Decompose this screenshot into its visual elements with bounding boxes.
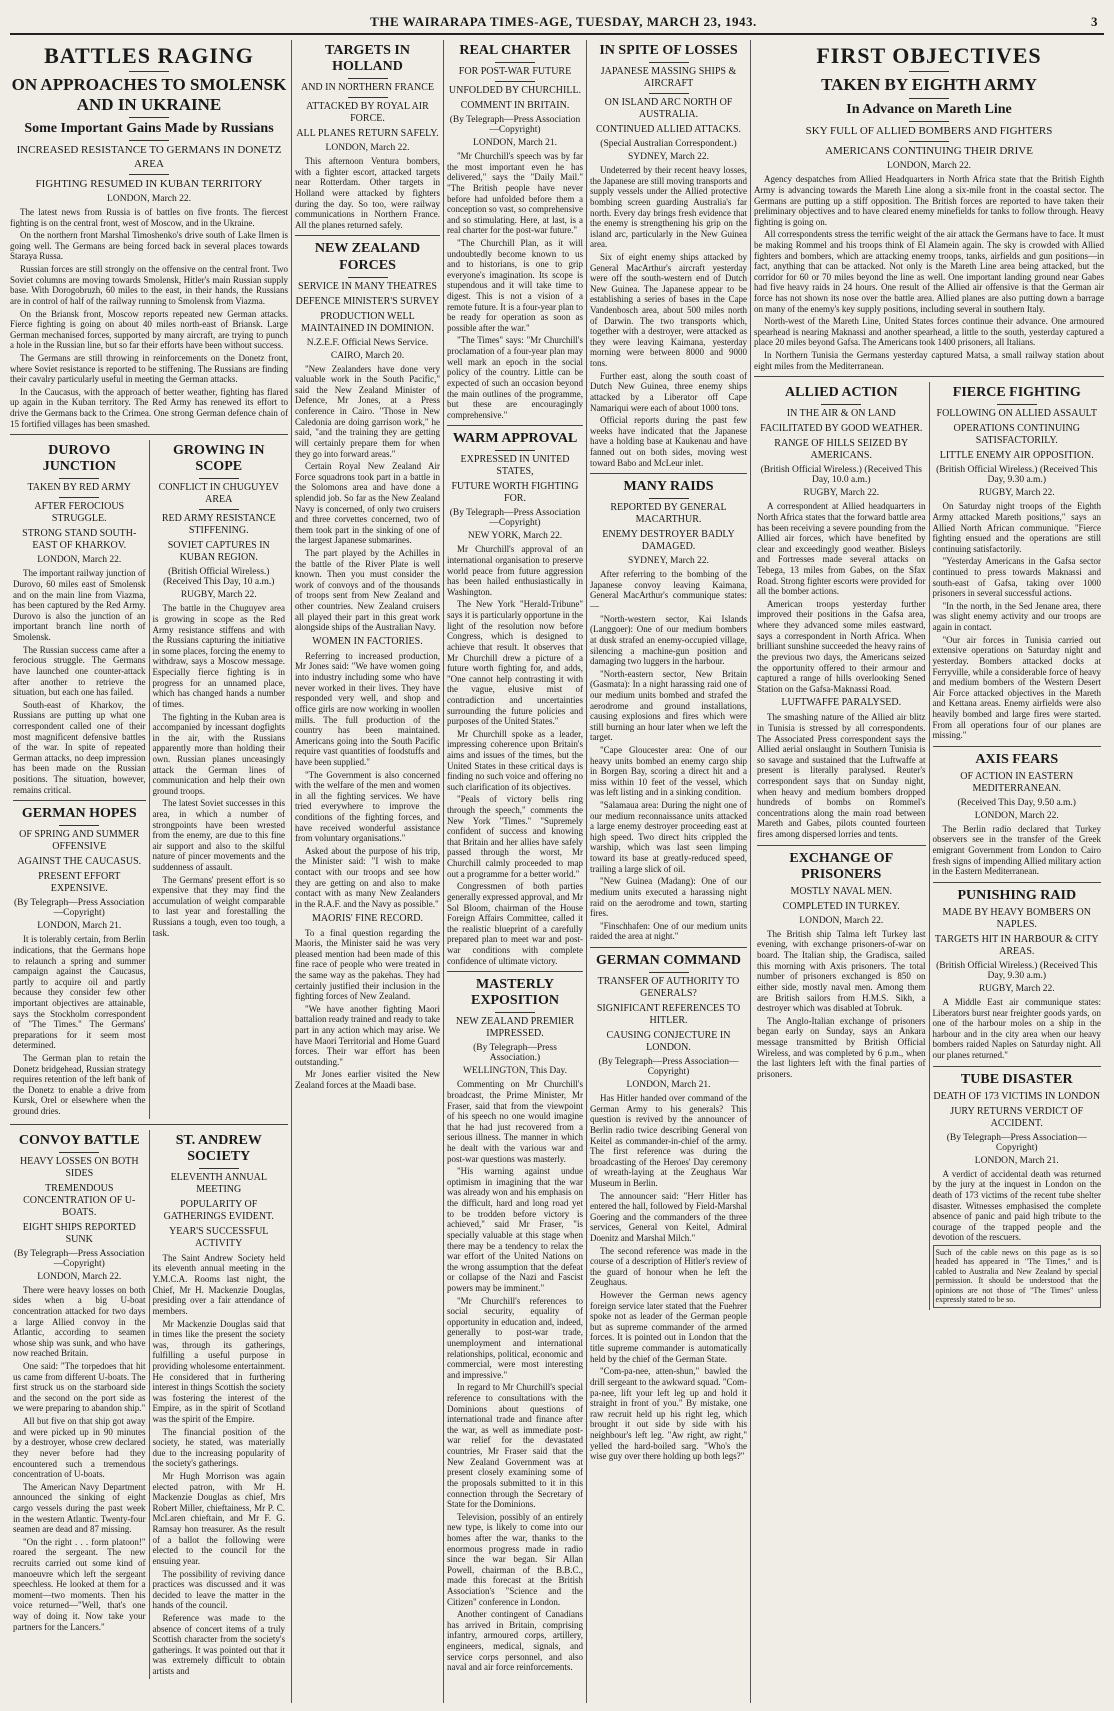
subheading: AGAINST THE CAUCASUS.	[17, 856, 142, 868]
paragraph: The Germans' present effort is so expensive that they may find the accumulation of weight comparable to last year and forestalling the Russians a tough, even too tough, a task.	[152, 874, 285, 938]
column-rule	[750, 40, 751, 1703]
paragraph: "The Government is also concerned with the welfare of the men and women in all the fighting services. We have tried everywhere to improve the conditions of the fighting forces, and have received wonderful assistance from voluntary organisations."	[295, 769, 440, 844]
paragraph: Mr Churchill's approval of an international organisation to preserve world peace from future aggression has been hailed enthusiastically in Washington.	[447, 544, 583, 597]
subheading: FACILITATED BY GOOD WEATHER.	[760, 423, 923, 435]
paragraph: "Finschhafen: One of our medium units raided the area at night."	[590, 920, 747, 942]
subheading: LITTLE ENEMY AIR OPPOSITION.	[939, 450, 1094, 462]
paragraph: The fighting in the Kuban area is accompanied by incessant dogfights in the air, with the Russians apparently more than holding their own. Russian planes unceasingly attack the German lines of communication and help their own ground troops.	[152, 711, 285, 796]
subheading: CONFLICT IN CHUGUYEV AREA	[158, 482, 279, 506]
source-line: (By Telegraph—Press Association—Copyright)	[598, 1057, 739, 1078]
subheading: COMPLETED IN TURKEY.	[782, 900, 900, 912]
paragraph: Commenting on Mr Churchill's broadcast, the Prime Minister, Mr Fraser, said that from the viewpoint of his speech no one would imagine that he had just recovered from a serious illness. The manner in which he dealt with the various war and post-war questions was masterly.	[447, 1079, 583, 1164]
source-line: (British Official Wireless.) (Received This Day, 9.30 a.m.)	[936, 465, 1098, 486]
subheading: SKY FULL OF ALLIED BOMBERS AND FIGHTERS	[805, 124, 1053, 137]
subheading: ALL PLANES RETURN SAFELY.	[296, 128, 439, 140]
article-st-andrew-society	[149, 1130, 289, 1679]
headline: MASTERLY EXPOSITION	[471, 977, 559, 1009]
headline: REAL CHARTER	[459, 43, 571, 58]
paragraph: In Northern Tunisia the Germans yesterday captured Matsa, a small railway station about eight miles from the Mediterranean.	[754, 350, 1104, 371]
paragraph: "North-western sector, Kai Islands (Langgoer): One of our medium bombers at dusk strafed an enemy-occupied village, silencing a machine-gun position and damaging two luggers in the harbour.	[590, 613, 747, 667]
subheading: REPORTED BY GENERAL MACARTHUR.	[610, 502, 727, 526]
headline-deck: TAKEN BY EIGHTH ARMY	[821, 75, 1037, 95]
paragraph: The announcer said: "Herr Hitler has entered the hall, followed by Field-Marshal Goering and the commanders of the three services, General von Keitel, Admiral Doenitz and Marshal Milch."	[590, 1190, 747, 1243]
paragraph: Agency despatches from Allied Headquarters in North Africa state that the British Eighth Army is advancing towards the Mareth Line along a six-mile front in the coastal sector. The Germans are putting up a stiff opposition. The British forces are reported to have taken their preliminary objectives and to have cleared enemy minefields for tanks to follow through. Heavy fighting is going on.	[754, 174, 1104, 227]
article-in-spite-of-losses	[590, 43, 747, 468]
paragraph: A verdict of accidental death was returned by the jury at the inquest in London on the death of 173 victims of the recent tube shelter disaster. Witnesses emphasised the complete absence of panic and paid high tribute to the courage of the trapped people and the devotion of the rescuers.	[932, 1168, 1101, 1243]
article-convoy-battle	[10, 1130, 149, 1679]
article-new-zealand-forces	[295, 241, 440, 1090]
paragraph: On the northern front Marshal Timoshenko's drive south of Lake Ilmen is going well. The Germans are being forced back in several places towards Staraya Russa.	[10, 230, 288, 262]
dateline: LONDON, March 22.	[887, 161, 971, 172]
paragraph: It is tolerably certain, from Berlin indications, that the Germans hope to relaunch a spring and summer campaign against the Caucasus, partly to acquire oil and partly because they consider few other important objectives are attainable, says the Stockholm correspondent of "The Times." The Germans' preparations for it seem most determined.	[13, 934, 146, 1051]
paragraph: Undeterred by their recent heavy losses, the Japanese are still moving transports and supply vessels under the Allied protective bombing screen guarding Australia's far north. Every day brings fresh evidence that the enemy is strengthening his grip on the island arc, particularly in the New Guinea area.	[590, 165, 747, 250]
subheading: STRONG STAND SOUTH-EAST OF KHARKOV.	[22, 528, 137, 552]
paragraph: The American Navy Department announced the sinking of eight cargo vessels during the past week in the western Atlantic. Twenty-four seamen are dead and 87 missing.	[13, 1481, 146, 1535]
paragraph: American troops yesterday further improved their positions in the Gafsa area, where they advanced some miles eastward, says a correspondent in North Africa. When brilliant sunshine succeeded the heavy rains of the previous two days, the Americans seized the opportunity offered to their armour and captured a range of hills overlooking Sened Station on the Gafsa-Maknassi Road.	[757, 598, 926, 694]
column-rule	[443, 40, 444, 1703]
subheading: TARGETS HIT IN HARBOUR & CITY AREAS.	[934, 934, 1099, 958]
paragraph: The Russian success came after a ferocious struggle. The Germans have launched one counter-attack after another to retrieve the situation, but each one has failed.	[13, 644, 146, 698]
paragraph: "Cape Gloucester area: One of our heavy units bombed an enemy cargo ship in Borgen Bay, scoring a direct hit and a miss within 10 feet of the vessel, which was left listing and in a sinking condition.	[590, 745, 747, 798]
source-line: (By Telegraph—Press Association—Copyright)	[13, 1248, 145, 1269]
paragraph: Reference was made to the absence of concert items of a truly Scottish character from the society's gatherings. It was pointed out that it was extremely difficult to obtain artists and	[152, 1612, 285, 1677]
headline: FIERCE FIGHTING	[952, 385, 1081, 401]
source-line: (By Telegraph—Press Association—Copyright)	[449, 508, 581, 529]
dateline: RUGBY, March 22.	[978, 984, 1055, 995]
paragraph: The German plan to retain the Donetz bridgehead, Russian strategy requires retention of the left bank of the Donetz to enable a drive from Kursk, Orel or elsewhere when the ground dries.	[13, 1053, 146, 1117]
paragraph: Television, possibly of an entirely new type, is likely to come into our homes after the war, thanks to the enormous progress made in radio since the war began. Sir Allan Powell, chairman of the B.B.C., made this forecast at the British Association's "Science and the Citizen" conference in London.	[447, 1511, 583, 1607]
headline-deck: Some Important Gains Made by Russians	[24, 121, 274, 137]
headline: TUBE DISASTER	[960, 1071, 1073, 1087]
subheading: MAORIS' FINE RECORD.	[312, 912, 423, 924]
subheading: COMMENT IN BRITAIN.	[460, 100, 570, 112]
masthead	[10, 14, 1104, 35]
column-right	[754, 40, 1104, 1703]
paragraph: "North-eastern sector, New Britain (Gasmata): In a night harassing raid one of our medium units bombed and strafed the aerodrome and ground installations, causing explosions and fires which were still burning an hour later when we left the target.	[590, 668, 747, 743]
dateline: WELLINGTON, This Day.	[462, 1066, 568, 1077]
masthead-title: THE WAIRARAPA TIMES-AGE, TUESDAY, MARCH 23, 1943.	[370, 14, 757, 29]
headline: ST. ANDREW SOCIETY	[175, 1132, 262, 1164]
dateline: LONDON, March 22.	[974, 810, 1059, 821]
paragraph: "Salamaua area: During the night one of our medium reconnaissance units attacked a large enemy destroyer proceeding east at high speed. Two direct hits crippled the warship, which was last seen limping toward its base at greatly-reduced speed, trailing a large slick of oil.	[590, 800, 747, 874]
subheading: EIGHT SHIPS REPORTED SUNK	[22, 1221, 136, 1245]
headline: GERMAN HOPES	[21, 806, 137, 822]
subheading: EXPRESSED IN UNITED STATES,	[460, 454, 570, 478]
headline: FIRST OBJECTIVES	[816, 43, 1042, 68]
subheading: CAUSING CONJECTURE IN LONDON.	[606, 1030, 731, 1054]
subheading: TREMENDOUS CONCENTRATION OF U-BOATS.	[23, 1182, 136, 1218]
paragraph: The important railway junction of Durovo, 60 miles east of Smolensk and on the main line from Viazma, has been captured by the Red Army. Durovo is also the junction of an important branch line north of Smolensk.	[13, 568, 146, 643]
dateline: LONDON, March 21.	[37, 921, 122, 932]
paragraph: Another contingent of Canadians has arrived in Britain, comprising infantry, armoured corps, artillery, engineers, medical, signals, and service corps personnel, and also naval and air force reinforcements.	[447, 1609, 583, 1673]
article-fierce-fighting	[929, 382, 1105, 1309]
paragraph: The latest Soviet successes in this area, in which a number of strongpoints have been wrested from the enemy, are due to this fine air support and also to the skilful nature of pincer movements and the suddenness of assault.	[152, 798, 285, 873]
paragraph: South-east of Kharkov, the Russians are putting up what one correspondent called one of their most magnificent defensive battles of the war. In spite of repeated German attacks, no deep impression has been made on the Russian positions. The situation, however, remains critical.	[13, 699, 146, 795]
subheading: AMERICANS CONTINUING THEIR DRIVE	[825, 145, 1033, 158]
subheading: ELEVENTH ANNUAL MEETING	[170, 1171, 267, 1195]
subheading: CONTINUED ALLIED ATTACKS.	[595, 124, 742, 136]
paragraph: The Germans are still throwing in reinforcements on the Donetz front, where Soviet resistance is reported to be stiffening. The Russians are finding their cavalry particularly useful in meeting the German attacks.	[10, 352, 288, 385]
source-line: (By Telegraph—Press Association—Copyright)	[946, 1132, 1087, 1153]
paragraph: To a final question regarding the Maoris, the Minister said he was very pleased mention had been made of this fine race of people who were treated in the same way as the pakehas. They had certainly justified their inclusion in the fighting forces of New Zealand.	[295, 927, 440, 1002]
paragraph: Mr Hugh Morrison was again elected patron, with Mr H. Mackenzie Douglas as chief, Mrs Robert Miller, chieftainess, Mr P. C. McLaren chieftain, and Mr F. G. Ramsay hon treasurer. As the result of a ballot the following were elected to the council for the ensuing year.	[152, 1471, 285, 1566]
paragraph: "Our air forces in Tunisia carried out extensive operations on Saturday night and yesterday. Bombers attacked docks at Ferryville, while a considerable force of heavy and medium bombers of the Western Desert Air Force attacked objectives in the Mareth and Kettana areas. Enemy airfields were also heavily bombed and large fires were started. From all operations four of our planes are missing."	[932, 634, 1101, 741]
article-growing-in-scope	[149, 440, 289, 1118]
paragraph: Referring to increased production, Mr Jones said: "We have women going into industry including some who have never worked in their lives. They have responded very well, and shop and office girls are now working in woollen mills. The full production of the country has been maintained. Americans going into the South Pacific require vast quantities of foodstuffs and have been supplied."	[295, 650, 440, 767]
dateline: LONDON, March 22.	[37, 555, 122, 566]
subheading: SIGNIFICANT REFERENCES TO HITLER.	[596, 1003, 741, 1027]
subheading: INCREASED RESISTANCE TO GERMANS IN DONETZ AREA	[16, 144, 282, 170]
paragraph: "We have another fighting Maori battalion ready trained and ready to take part in any action which may arise. We have Maori Territorial and Home Guard forces. Their war effort has been outstanding."	[295, 1003, 440, 1067]
dateline: LONDON, March 22.	[37, 1271, 122, 1282]
paragraph: "On the right . . . form platoon!" roared the sergeant. The new recruits carried out some kind of manoeuvre which left the sergeant speechless. He looked at them for a moment—two moments. Then his voice returned—"Well, that's one way of doing it. Now take your partners for the Lancers."	[13, 1536, 146, 1632]
subheading: OF SPRING AND SUMMER OFFENSIVE	[19, 829, 140, 853]
page-number: 3	[1091, 14, 1098, 29]
paragraph: There were heavy losses on both sides when a big U-boat concentration attacked for two days a large Allied convoy in the Atlantic, according to seamen whose ship was sunk, and who have now reached Britain.	[13, 1284, 146, 1359]
paragraph: "Mr Churchill's speech was by far the most important even he has delivered," says the "Daily Mail." "The British people have never before had unfolded before them a conception so vast, so comprehensive and so stimulating. Here, at last, is a real charter for the post-war future."	[447, 151, 583, 236]
paragraph: The latest news from Russia is of battles on five fronts. The fiercest fighting is on the central front, west of Moscow, and in the Ukraine.	[10, 207, 288, 228]
dateline: SYDNEY, March 22.	[627, 152, 710, 163]
paragraph: North-west of the Mareth Line, United States forces continue their advance. One armoured spearhead is nearing Maknassi and another spearhead, a little to the south, yesterday captured a place 20 miles beyond Gafsa. The Americans took 1400 prisoners, all Italians.	[754, 316, 1104, 348]
subheading: DEATH OF 173 VICTIMS IN LONDON	[933, 1090, 1101, 1102]
paragraph: "The Times" says: "Mr Churchill's proclamation of a four-year plan may well mark an epoch in the social policy of the country. Little can be expected of such an occasion beyond the main outlines of the programme, but these are encouragingly comprehensive."	[447, 335, 583, 420]
subheading: PRESENT EFFORT EXPENSIVE.	[38, 871, 121, 895]
column-left	[10, 40, 288, 1703]
paragraph: On Saturday night troops of the Eighth Army attacked Mareth positions," says an Allied North African communique. "Fierce fighting ensued and the operations are still continuing satisfactorily.	[932, 501, 1101, 554]
headline: WARM APPROVAL	[452, 431, 578, 447]
paragraph: "Yesterday Americans in the Gafsa sector continued to press towards Maknassi and south-east of Gafsa, taking over 1000 prisoners in several successful actions.	[932, 556, 1101, 599]
dateline: LONDON, March 21.	[626, 1080, 711, 1091]
subheading: HEAVY LOSSES ON BOTH SIDES	[19, 1155, 139, 1179]
subheading: AND IN NORTHERN FRANCE	[300, 82, 434, 94]
source-line: (By Telegraph—Press Association—Copyright)	[13, 898, 145, 919]
paragraph: The British ship Talma left Turkey last evening, with exchange prisoners-of-war on board. The Italian ship, the Gradisca, sailed this morning with Axis prisoners. The total number of prisoners exchanged is 850 on either side, mostly naval men. Among them are British sailors from H.M.S. Sikh, a destroyer which was disabled at Tobruk.	[757, 928, 926, 1014]
source-line: N.Z.E.F. Official News Service.	[306, 337, 429, 348]
column-holland-nz	[295, 40, 440, 1703]
paragraph: Mr Churchill spoke as a leader, impressing coherence upon Britain's aims and issues of the times, but the United States in these critical days is finding no such voice and offering no such clarification of its objectives.	[447, 728, 583, 792]
subheading: NEW ZEALAND PREMIER IMPRESSED.	[455, 1016, 575, 1040]
paragraph: "His warning against undue optimism in imagining that the war was already won and his emphasis on the difficult, hard and long road yet to be trodden before victory is achieved," said Mr Fraser, "is specially valuable at this stage when there may be a tendency to relax the war effort of the United Nations on the wrong assumption that the defeat or collapse of the Nazi and Fascist powers may be imminent."	[447, 1166, 583, 1293]
dateline: LONDON, March 22.	[325, 143, 410, 154]
subheading: FUTURE WORTH FIGHTING FOR.	[451, 481, 579, 505]
paragraph: All but five on that ship got away and were picked up in 90 minutes by a destroyer, whose crew declared they never before had they encountered such a tremendous concentration of U-boats.	[13, 1416, 146, 1480]
subheading: UNFOLDED BY CHURCHILL.	[448, 85, 582, 97]
subheading: ON ISLAND ARC NORTH OF AUSTRALIA.	[604, 97, 733, 121]
paragraph: A correspondent at Allied headquarters in North Africa states that the forward battle area has been receiving a severe pounding from the Allied air forces, which have benefited by clear and exceedingly good weather. Bisleys and Fortresses made several attacks on Tebega, 13 miles from Gabes, on the Sfax Road. Strong fighter escorts were provided for all the bomber actions.	[757, 501, 926, 597]
dateline: RUGBY, March 22.	[978, 488, 1055, 499]
paragraph: The New York "Herald-Tribune" says it is particularly opportune in the light of the resolution now before Congress, which is designed to achieve that result. It observes that Mr Churchill drew a picture of a future worth fighting for, and adds, "One cannot help contrasting it with the vague, elusive mist of contradiction and uncertainties surrounding the future policies and purposes of the United States."	[447, 599, 583, 727]
subheading: PRODUCTION WELL MAINTAINED IN DOMINION.	[301, 310, 434, 334]
subheading: ATTACKED BY ROYAL AIR FORCE.	[306, 101, 429, 125]
headline: CONVOY BATTLE	[18, 1132, 140, 1148]
paragraph: The part played by the Achilles in the battle of the River Plate is well known. Then you must consider the work of convoys and of the thousands of troops sent from New Zealand and other countries. New Zealand cruisers all played their part in this great work alongside ships of the Australian Navy.	[295, 548, 440, 633]
paragraph: The Berlin radio declared that Turkey observers see in the transfer of the Greek emigrant Government from London to Cairo fresh signs of impending Allied military action in the Eastern Mediterranean.	[932, 823, 1101, 877]
paragraph: "Peals of victory bells ring through the speech," comments the New York "Times." "Supremely confident of success and knowing that Britain and her allies have safely passed through the worst, Mr Churchill calmly proceeded to map out a programme for a better world."	[447, 794, 583, 879]
paragraph: "New Guinea (Madang): One of our medium units executed a harassing night raid on the aerodrome and town, starting fires.	[590, 876, 747, 919]
headline: PUNISHING RAID	[957, 887, 1077, 903]
headline: AXIS FEARS	[975, 751, 1059, 767]
paragraph: Asked about the purpose of his trip, the Minister said: "I wish to make contact with our troops and see how they are getting on and also to make contact with as many New Zealanders in the R.A.F. and the Navy as possible."	[295, 845, 440, 909]
article-warm-approval	[447, 431, 583, 966]
paragraph: In the Caucasus, with the approach of better weather, fighting has flared up again in the Kuban territory. The Red Army has renewed its effort to drive the Germans back to the Crimea. One strong German defence chain of 15 fortified villages has been smashed.	[10, 386, 288, 429]
paragraph: "Com-pa-nee, atten-shun," bawled the drill sergeant to the awkward squad. "Com-pa-nee, lift your left leg up and hold it straight in front of you." By mistake, one raw recruit held up his right leg, which brought it out side by side with his neighbour's left leg. "Aw right, aw right," yelled the hard-boiled sarg. "Who's the wise guy over there holding up both legs?"	[590, 1366, 747, 1462]
dateline: LONDON, March 22.	[799, 915, 884, 926]
paragraph: After referring to the bombing of the Japanese convoy leaving Kaimana, General MacArthur's communique states:—	[590, 569, 747, 612]
page-columns	[10, 40, 1104, 1703]
subheading: TRANSFER OF AUTHORITY TO GENERALS?	[597, 976, 740, 1000]
subheading: SOVIET CAPTURES IN KUBAN REGION.	[167, 540, 270, 564]
paragraph: However the German news agency foreign service later stated that the Fuehrer spoke not as leader of the German people but as supreme commander of the armed forces. It is pointed out in London that the title supreme commander is automatically held by the chief of the German State.	[590, 1290, 747, 1364]
article-targets-in-holland	[295, 43, 440, 230]
paragraph: Russian forces are still strongly on the offensive on the central front. Two Soviet columns are moving towards Smolensk, Hitler's main Russian supply base. With Dorogobruzh, 60 miles to the east, in their hands, the Russians are in control of half of the railway running to Smolensk from Viazma.	[10, 264, 288, 306]
subheading: FOLLOWING ON ALLIED ASSAULT	[936, 408, 1097, 420]
paragraph: Has Hitler handed over command of the German Army to his generals? This question is revived by the announcer of Berlin radio twice describing General von Keitel as commander-in-chief of the army. The first reference was during the broadcasting of the Heroes' Day ceremony of wreath-laying at the Zeughaus War Museum in Berlin.	[590, 1093, 747, 1188]
dateline: RUGBY, March 22.	[180, 590, 257, 601]
source-line: (By Telegraph—Press Association.)	[473, 1043, 557, 1064]
column-rule	[291, 40, 292, 1703]
subheading: MOSTLY NAVAL MEN.	[790, 885, 892, 897]
dateline: LONDON, March 21.	[473, 138, 557, 149]
subheading: ENEMY DESTROYER BADLY DAMAGED.	[602, 529, 735, 553]
paragraph: Six of eight enemy ships attacked by General MacArthur's aircraft yesterday were off the south-western end of Dutch New Guinea. The Japanese appear to be establishing a series of bases in the Cape Vandenbosch area, about 500 miles north of Darwin. The two transports which, together with a destroyer, were attacked as they were leaving Kaimana, yesterday morning were between 8000 and 9000 tons.	[590, 251, 747, 369]
subheading: SERVICE IN MANY THEATRES	[298, 280, 437, 292]
column-charter	[447, 40, 583, 1703]
article-first-objectives	[754, 43, 1104, 371]
source-line: (Special Australian Correspondent.)	[600, 139, 737, 150]
headline-deck: ON APPROACHES TO SMOLENSK AND IN UKRAINE	[11, 75, 287, 114]
paragraph: Mr Mackenzie Douglas said that in times like the present the society was, through its gatherings, fulfilling a useful purpose in providing wholesome entertainment. He considered that in furthering interest in things Scottish the society was fostering the interest of the Empire, as in the spirit of Scotland was the spirit of the Empire.	[152, 1318, 285, 1424]
subheading: YEAR'S SUCCESSFUL ACTIVITY	[169, 1225, 269, 1249]
column-rule	[586, 40, 587, 1703]
subheading: OPERATIONS CONTINUING SATISFACTORILY.	[953, 423, 1080, 447]
headline: BATTLES RAGING	[44, 43, 254, 68]
source-line: (Received This Day, 9.50 a.m.)	[957, 797, 1076, 808]
headline: IN SPITE OF LOSSES	[599, 43, 738, 58]
subheading: RANGE OF HILLS SEIZED BY AMERICANS.	[774, 438, 909, 462]
paragraph: The battle in the Chuguyev area is growing in scope as the Red Army resistance stiffens and with the Russians capturing the initiative in some places, forcing the enemy to withdraw, says a Moscow message. Especially fierce fighting is in progress for an unnamed place, which has changed hands a number of times.	[152, 603, 285, 709]
headline: DUROVO JUNCTION	[42, 443, 116, 475]
paragraph: Certain Royal New Zealand Air Force squadrons took part in a battle in the Solomons area and have done a splendid job. So far as the New Zealand Navy is concerned, of only two cruisers and three corvettes concerned, two of them took part in the sinking of one of the largest Japanese submarines.	[295, 461, 440, 546]
two-column-block	[10, 440, 288, 1118]
paragraph: All correspondents stress the terrific weight of the air attack the Germans have to face. It must be making Rommel and his troops think of El Alamein again. The sky is crowded with Allied fighters and bombers, which are attacking enemy troops, tanks, airfields and gun positions—in fact, anything that can be attacked. Not only is the Mareth Line area being attacked, but the corridor for 60 or 70 miles beyond the line as well. One important landing ground near Gabes had five heavy raids in 24 hours. One result of the Allied air offensive is that the German air force has not shown its nose over the battle area. Allied planes are also putting down a barrage on many of the enemy's key supply positions, including several in southern Italy.	[754, 229, 1104, 314]
source-line: (British Official Wireless.) (Received This Day, 9.30 a.m.)	[936, 961, 1098, 982]
copyright-note: Such of the cable news on this page as is so headed has appeared in "The Times," and is cabled to Australia and New Zealand by special permission. It should be understood that the opinions are not those of "The Times" unless expressly stated to be so.	[933, 1245, 1102, 1308]
paragraph: "In the north, in the Sed Jenane area, there was slight enemy activity and our troops are again in contact.	[932, 600, 1101, 633]
subheading: JAPANESE MASSING SHIPS & AIRCRAFT	[600, 66, 737, 90]
paragraph: This afternoon Ventura bombers, with a fighter escort, attacked targets near Rotterdam. Other targets in Holland were attacked by fighters during the day. So too, were railway communications in Northern France. All the planes returned safely.	[295, 156, 440, 230]
paragraph: A Middle East air communique states: Liberators burst near freighter goods yards, on one of the harbour moles on a ship in the harbour and in the city area when our heavy bombers raided Naples on Saturday night. All our planes returned."	[932, 997, 1101, 1061]
paragraph: The financial position of the society, he stated, was materially due to the increasing popularity of the society's gatherings.	[152, 1426, 285, 1469]
headline-deck: In Advance on Mareth Line	[846, 101, 1012, 117]
subheading: WOMEN IN FACTORIES.	[312, 635, 423, 647]
subheading: FIGHTING RESUMED IN KUBAN TERRITORY	[35, 177, 263, 190]
paragraph: The possibility of reviving dance practices was discussed and it was decided to leave the matter in the hands of the council.	[152, 1568, 285, 1611]
article-allied-action	[754, 382, 929, 1309]
article-masterly-exposition	[447, 977, 583, 1673]
paragraph: The Saint Andrew Society held its eleventh annual meeting in the Y.M.C.A. Rooms last night, the Chief, Mr H. Mackenzie Douglas, presiding over a fair attendance of members.	[152, 1252, 285, 1316]
column-losses	[590, 40, 747, 1703]
article-real-charter	[447, 43, 583, 420]
article-durovo-junction	[10, 440, 149, 1118]
subheading: AFTER FEROCIOUS STRUGGLE.	[34, 501, 125, 525]
headline: ALLIED ACTION	[785, 385, 898, 401]
paragraph: On the Briansk front, Moscow reports repeated new German attacks. Fierce fighting is going on about 40 miles north-east of Briansk. Large German mechanised forces, supported by many aircraft, are trying to punch a hole in the Russian line, but so far their efforts have been without success.	[10, 308, 288, 351]
paragraph: In regard to Mr Churchill's special reference to consultations with the Dominions about questions of international trade and finance after the war, as well as immediate post-war relief for the devastated countries, Mr Fraser said that the New Zealand Government was at present closely examining some of the proposals submitted to it in this connection through the Secretary of State for the Dominions.	[447, 1382, 583, 1510]
subheading: RED ARMY RESISTANCE STIFFENING.	[161, 513, 276, 537]
paragraph: The second reference was made in the course of a description of Hitler's review of the guard of honour when he left the Zeughaus.	[590, 1245, 747, 1288]
subheading: TAKEN BY RED ARMY	[27, 482, 132, 494]
subheading: DEFENCE MINISTER'S SURVEY	[295, 295, 440, 307]
dateline: RUGBY, March 22.	[803, 488, 880, 499]
two-column-block	[754, 382, 1104, 1309]
subheading: OF ACTION IN EASTERN MEDITERRANEAN.	[960, 770, 1074, 794]
headline: GERMAN COMMAND	[595, 952, 742, 968]
dateline: LONDON, March 21.	[974, 1155, 1059, 1166]
article-battles-raging	[10, 43, 288, 429]
source-line: (By Telegraph—Press Association—Copyright)	[449, 115, 581, 136]
subheading: IN THE AIR & ON LAND	[786, 408, 896, 420]
paragraph: Congressmen of both parties generally expressed approval, and Mr Sol Bloom, chairman of the House Foreign Affairs Committee, called it the realistic blueprint of a carefully prepared plan to meet war and post-war conditions with complete confidence of ultimate victory.	[447, 881, 583, 966]
dateline: SYDNEY, March 22.	[627, 556, 710, 567]
dateline: CAIRO, March 20.	[330, 350, 405, 361]
headline: NEW ZEALAND FORCES	[314, 241, 421, 273]
subheading: MADE BY HEAVY BOMBERS ON NAPLES.	[942, 907, 1092, 931]
paragraph: One said: "The torpedoes that hit us came from different U-boats. The first struck us on the starboard side and the second on the port side as we were preparing to abandon ship."	[13, 1361, 146, 1414]
subheading: FOR POST-WAR FUTURE	[458, 66, 572, 78]
paragraph: Further east, along the south coast of Dutch New Guinea, three enemy ships attacked by a Liberator off Cape Namariqui were each of about 1000 tons.	[590, 370, 747, 413]
paragraph: The Anglo-Italian exchange of prisoners began early on Sunday, says an Ankara message transmitted by British Official Wireless, and was completed by 6 p.m., when the last lighters left with the final parties of prisoners.	[757, 1015, 926, 1079]
paragraph: "New Zealanders have done very valuable work in the South Pacific," said the New Zealand Minister of Defence, Mr Jones, at a Press conference in Cairo. "Those in New Caledonia are doing garrison work," he said, "and the training they are getting will certainly prepare them for when they go into forward areas."	[295, 363, 440, 459]
source-line: (British Official Wireless.) (Received This Day, 10 a.m.)	[163, 567, 275, 588]
headline: MANY RAIDS	[623, 479, 714, 495]
headline: GROWING IN SCOPE	[173, 443, 265, 475]
paragraph: "Mr Churchill's references to social security, equality of opportunity in education and, indeed, generally to post-war trade, unemployment and international relationships, political, economic and commercial, were most interesting and impressive."	[447, 1295, 583, 1380]
headline: EXCHANGE OF PRISONERS	[789, 850, 894, 882]
subheading: POPULARITY OF GATHERINGS EVIDENT.	[163, 1198, 274, 1222]
paragraph: Official reports during the past few weeks have indicated that the Japanese have a holding base at Kaukenau and have fanned out on both sides, moving west toward Babo and McLeur inlet.	[590, 415, 747, 468]
subheading: JURY RETURNS VERDICT OF ACCIDENT.	[950, 1105, 1084, 1129]
paragraph: Mr Jones earlier visited the New Zealand forces at the Maadi base.	[295, 1069, 440, 1091]
dateline: LONDON, March 22.	[107, 194, 191, 205]
subheading: LUFTWAFFE PARALYSED.	[781, 697, 902, 709]
two-column-block	[10, 1130, 288, 1679]
dateline: NEW YORK, March 22.	[467, 531, 563, 542]
paragraph: The smashing nature of the Allied air blitz in Tunisia is stressed by all correspondents. The Associated Press correspondent says the Allied aerial onslaught in Southern Tunisia is so savage and sustained that the Luftwaffe at present is literally paralysed. Reuter's correspondent says that on Sunday night, when heavy and medium bombers dropped hundreds of bombs on Rommel's concentrations along the main road between Mareth and Gabes, pilots counted fourteen fires among dispersed lorries and tents.	[757, 712, 926, 840]
source-line: (British Official Wireless.) (Received This Day, 10.0 a.m.)	[760, 465, 922, 486]
headline: TARGETS IN HOLLAND	[325, 43, 410, 75]
paragraph: "The Churchill Plan, as it will undoubtedly become known to us and to historians, is one to grip everyone's imagination. Its scope is stupendous and it will take time to digest. This is not a vision of a remote future. It is a four-year plan to be ready for operation as soon as possible after the war."	[447, 237, 583, 333]
article-german-command	[590, 953, 747, 1462]
article-many-raids	[590, 479, 747, 942]
